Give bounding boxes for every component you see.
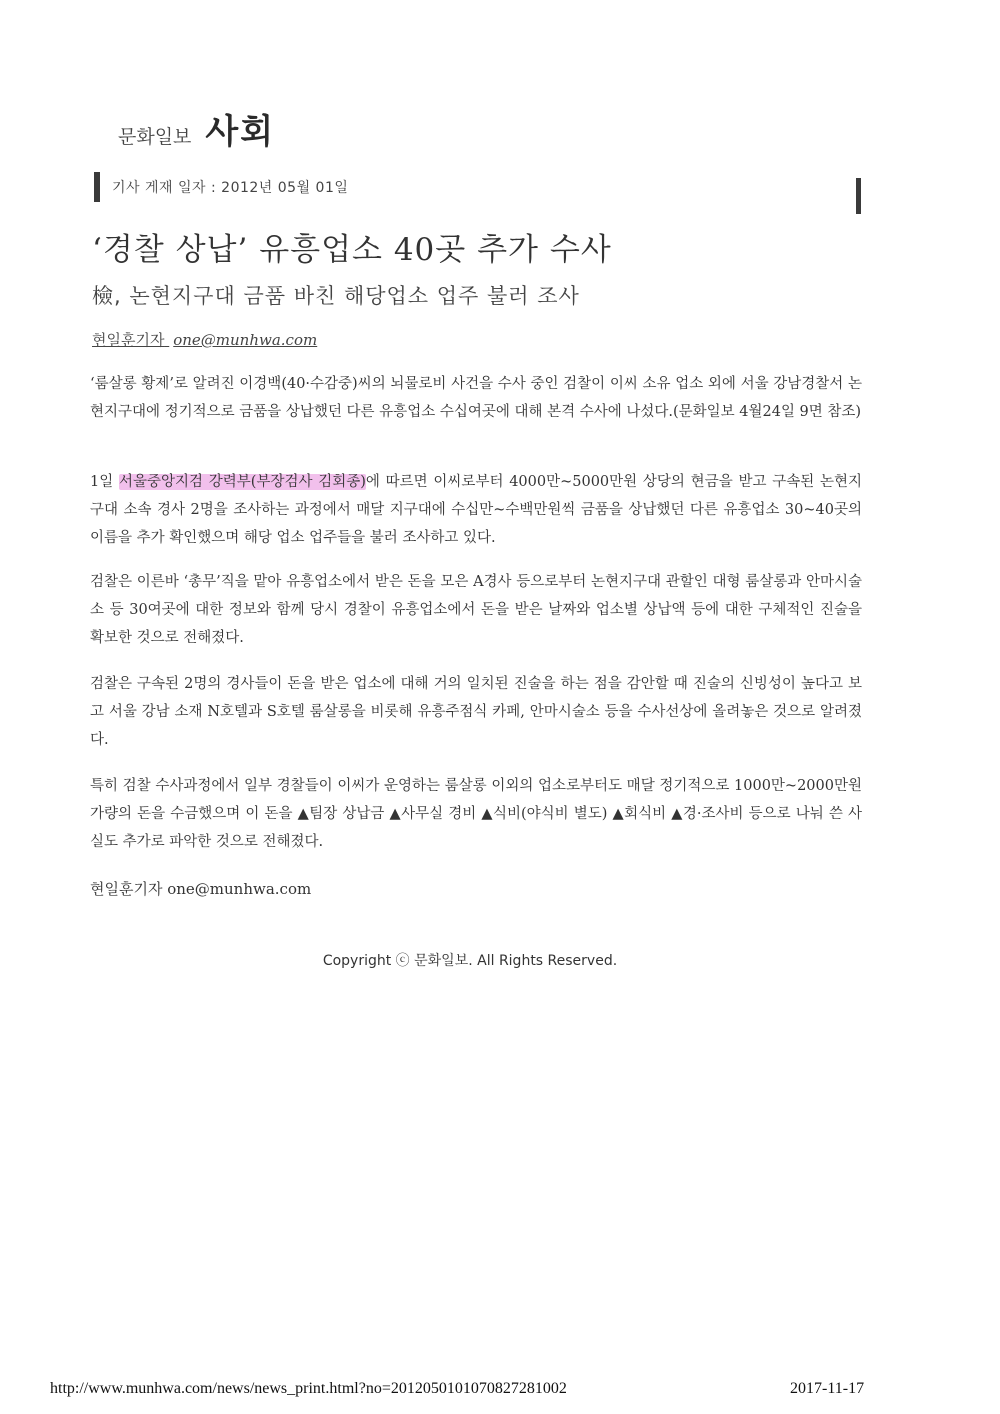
byline-top [92,329,317,350]
article-paragraph-4: 검찰은 구속된 2명의 경사들이 돈을 받은 업소에 대해 거의 일치된 진술을 하는 점을 감안할 때 진술의 신빙성이 높다고 보고 서울 강남 소재 N호텔과 S호텔 룸살롱을 비롯해 유흥주점식 카페, 안마시술소 등을 수사선상에 올려놓은 것으로 알려졌다. [90,676,862,748]
copyright-notice: Copyright ⓒ 문화일보. All Rights Reserved. [322,953,618,969]
article-headline: ‘경찰 상납’ 유흥업소 40곳 추가 수사 [92,232,612,268]
article-paragraph-5: 특히 검찰 수사과정에서 일부 경찰들이 이씨가 운영하는 룸살롱 이외의 업소로부터도 매달 정기적으로 1000만~2000만원 가량의 돈을 수금했으며 이 돈을 ▲팀장 상납금 ▲사무실 경비 ▲식비(야식비 별도) ▲회식비 ▲경·조사비 등으로 나눠 쓴 사실도 추가로 파악한 것으로 전해졌다. [90,778,862,850]
date-bar-left-marker [94,172,100,202]
article-paragraph-1: ‘룸살롱 황제’로 알려진 이경백(40·수감중)씨의 뇌물로비 사건을 수사 중인 검찰이 이씨 소유 업소 외에 서울 강남경찰서 논현지구대에 정기적으로 금품을 상납했던 다른 유흥업소 수십여곳에 대해 본격 수사에 나섰다.(문화일보 4월24일 9면 참조) [90,376,862,420]
section-title: 사회 [205,112,276,152]
article-subheadline: 檢, 논현지구대 금품 바친 해당업소 업주 불러 조사 [92,284,580,308]
paragraph-2-lead: 1일 [90,474,119,490]
masthead [118,104,275,153]
byline-bottom: 현일훈기자 one@munhwa.com [90,880,312,898]
reporter-email-link[interactable]: one@munhwa.com [173,331,318,349]
paragraph-2-rest: 에 따르면 이씨로부터 4000만~5000만원 상당의 현금을 받고 구속된 논현지구대 소속 경사 2명을 조사하는 과정에서 매달 지구대에 수십만~수백만원씩 금품을 상납했던 다른 유흥업소 30~40곳의 이름을 추가 확인했으며 해당 업소 업주들을 불러 조사하고 있다. [90,474,862,546]
publish-date: 기사 게재 일자 : 2012년 05월 01일 [112,180,349,196]
print-footer-date: 2017-11-17 [790,1380,865,1397]
print-footer-url: http://www.munhwa.com/news/news_print.html?no=2012050101070827281002 [50,1380,567,1397]
newspaper-name: 문화일보 [118,126,192,148]
date-bar-right-marker [856,178,861,214]
highlighted-prosecutor-office: 서울중앙지검 강력부(부장검사 김회종) [118,474,366,490]
reporter-name: 현일훈기자 [92,331,165,349]
article-paragraph-3: 검찰은 이른바 ‘총무’직을 맡아 유흥업소에서 받은 돈을 모은 A경사 등으로부터 논현지구대 관할인 대형 룸살롱과 안마시술소 등 30여곳에 대한 정보와 함께 당시 경찰이 유흥업소에서 돈을 받은 날짜와 업소별 상납액 등에 대한 구체적인 진술을 확보한 것으로 전해졌다. [90,574,862,646]
article-paragraph-2 [90,468,862,552]
